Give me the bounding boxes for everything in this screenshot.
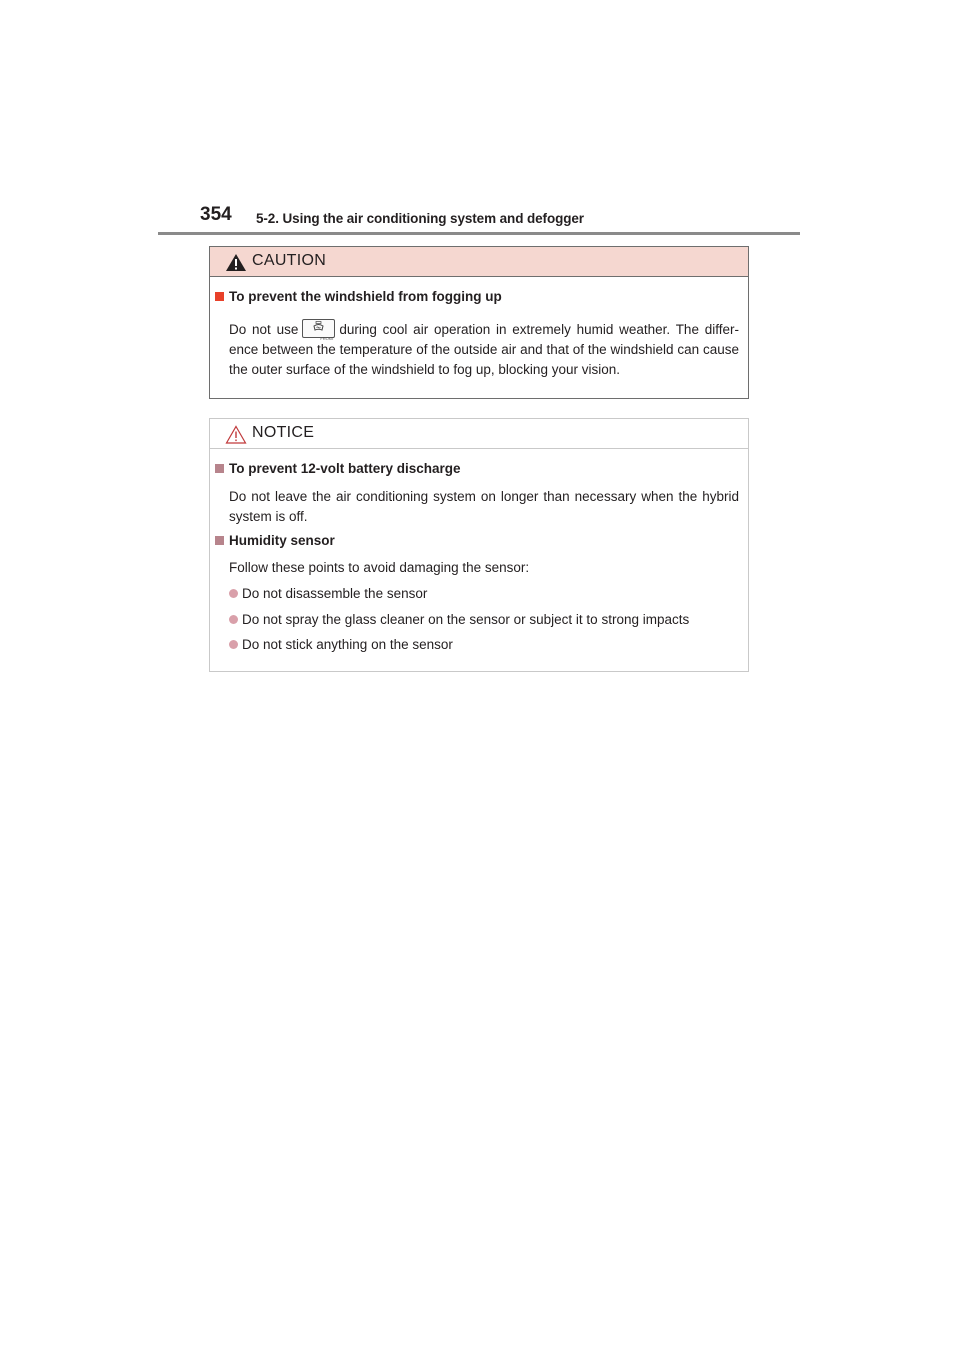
notice-item-heading: To prevent 12-volt battery discharge	[215, 461, 743, 476]
header-rule	[158, 232, 800, 235]
page-number: 354	[200, 204, 232, 225]
caution-header	[210, 247, 748, 277]
notice-header	[210, 419, 748, 449]
notice-box	[209, 418, 749, 672]
square-bullet-icon	[215, 292, 224, 301]
section-title: 5-2. Using the air conditioning system and defogger	[256, 211, 584, 226]
notice-paragraph-humidity: Follow these points to avoid damaging the sensor:	[229, 560, 530, 575]
square-bullet-icon	[215, 536, 224, 545]
windshield-defogger-front-icon	[302, 319, 335, 341]
notice-triangle-icon	[225, 425, 247, 444]
front-label: FRONT	[320, 336, 335, 341]
caution-item-heading: To prevent the windshield from fogging up	[215, 289, 743, 304]
notice-paragraph-battery: Do not leave the air conditioning system on longer than necessary when the hybrid system is off.	[229, 489, 739, 524]
page-header	[158, 202, 800, 235]
notice-item-heading: Humidity sensor	[215, 533, 743, 548]
warning-triangle-icon	[225, 253, 247, 272]
circle-bullet-icon	[229, 589, 238, 598]
caution-item	[215, 289, 743, 304]
list-item: Do not spray the glass cleaner on the sensor or subject it to strong impacts	[229, 610, 739, 630]
square-bullet-icon	[215, 464, 224, 473]
caution-box	[209, 246, 749, 399]
list-item: Do not stick anything on the sensor	[229, 635, 739, 655]
caution-title: CAUTION	[252, 252, 327, 269]
circle-bullet-icon	[229, 640, 238, 649]
notice-item-battery	[215, 461, 743, 476]
list-item: Do not disassemble the sensor	[229, 584, 739, 604]
circle-bullet-icon	[229, 615, 238, 624]
caution-paragraph: Do not use FRONT during cool air operation in extremely humid weather. The differ-ence between the temperature of the outside air and that of the windshield can cause the outer surface of the windshield to fog up, blocking your vision.	[229, 319, 739, 380]
notice-title: NOTICE	[252, 424, 315, 441]
notice-item-humidity	[215, 533, 743, 548]
